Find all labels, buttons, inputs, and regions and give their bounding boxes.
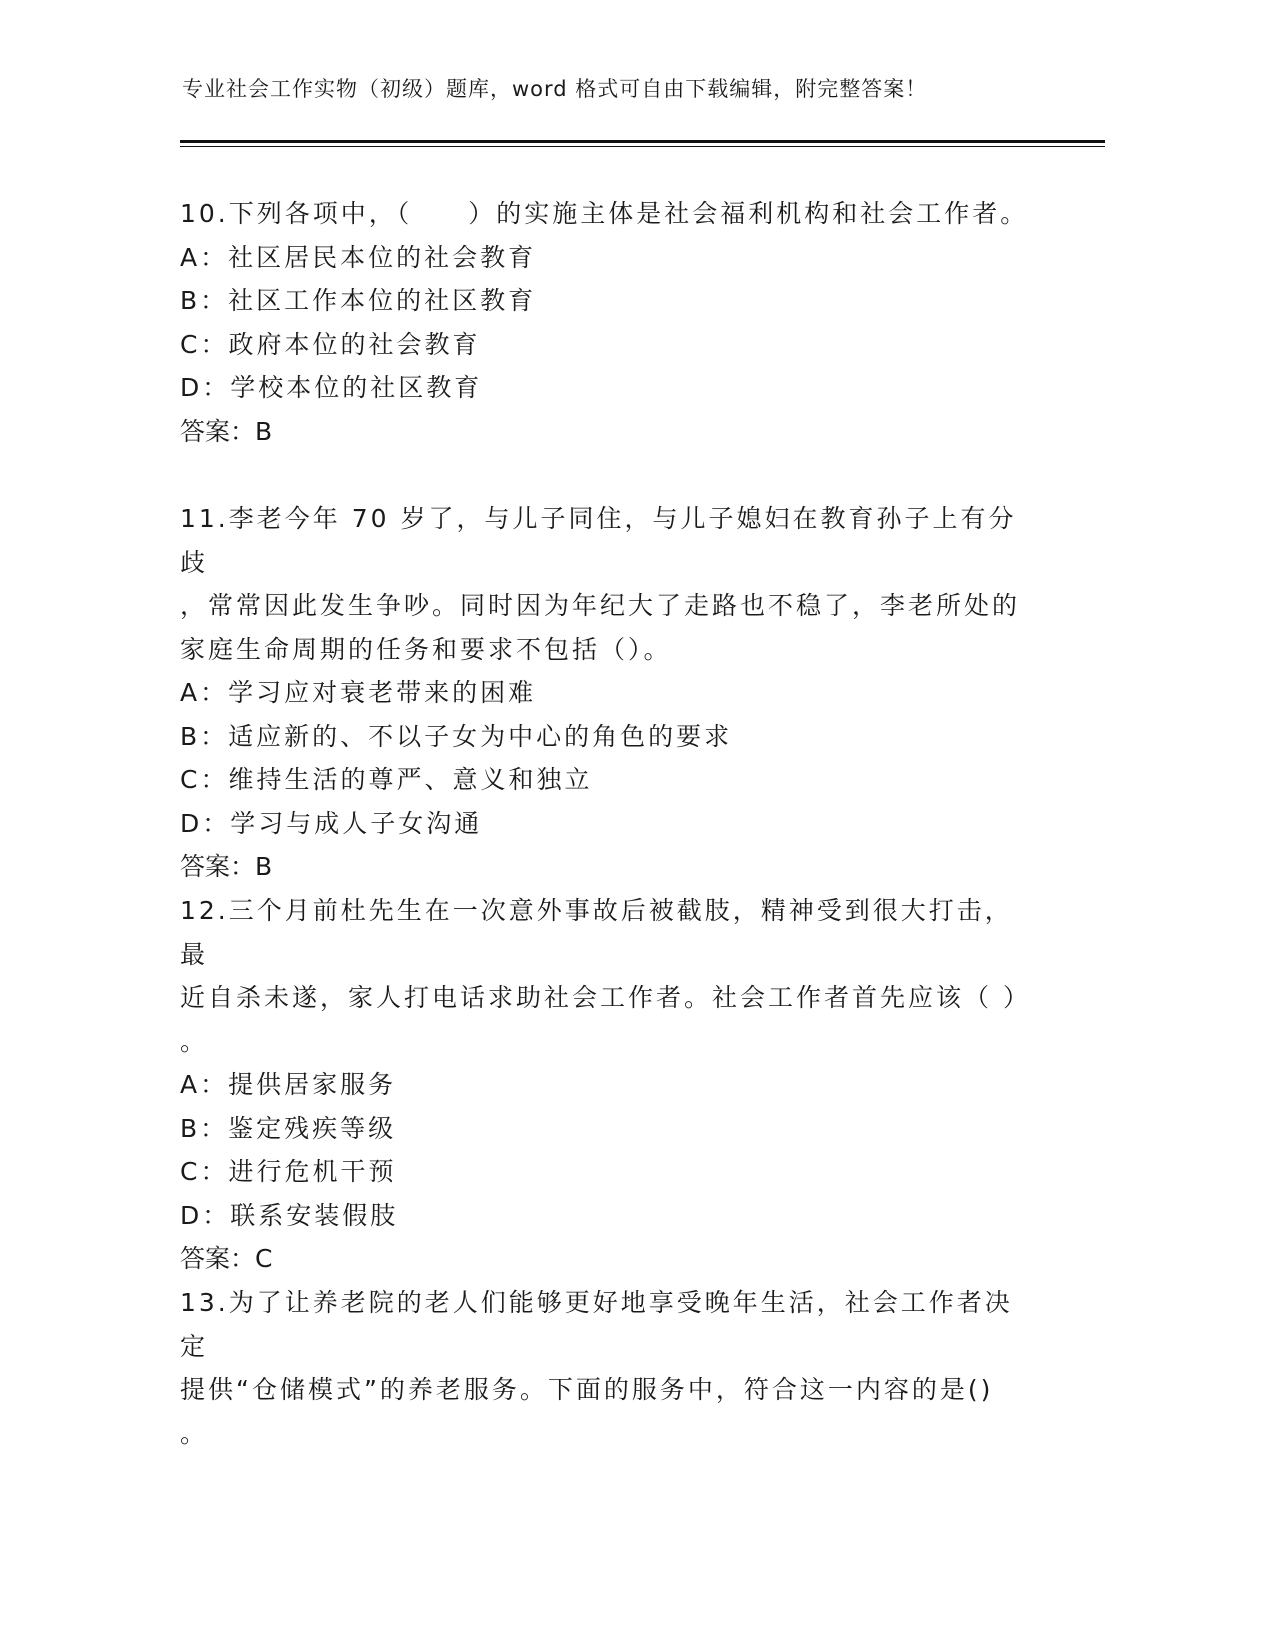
question-stem-line-1: 11.李老今年 70 岁了，与儿子同住，与儿子媳妇在教育孙子上有分歧: [180, 504, 1017, 577]
answer: 答案：C: [180, 1244, 273, 1273]
header-rule-thick: [180, 140, 1105, 143]
question-stem-line-1: 13.为了让养老院的老人们能够更好地享受晚年生活，社会工作者决定: [180, 1288, 1013, 1361]
question-stem-line-1: 12.三个月前杜先生在一次意外事故后被截肢，精神受到很大打击，最: [180, 896, 1013, 969]
question-12: [180, 889, 1040, 1281]
option-c: C：维持生活的尊严、意义和独立: [180, 765, 593, 794]
option-a: A：学习应对衰老带来的困难: [180, 678, 537, 707]
option-b: B：鉴定残疾等级: [180, 1113, 397, 1143]
option-a: A：提供居家服务: [180, 1070, 397, 1099]
question-13: [180, 1281, 1040, 1455]
question-10: [180, 192, 1040, 453]
option-b: B：社区工作本位的社区教育: [180, 286, 537, 315]
option-c: C：政府本位的社会教育: [180, 329, 481, 359]
option-d: D：联系安装假肢: [180, 1200, 399, 1230]
question-stem: 10.下列各项中，（ ）的实施主体是社会福利机构和社会工作者。: [180, 199, 1029, 228]
option-d: D：学校本位的社区教育: [180, 373, 483, 402]
question-stem-line-2: 近自杀未遂，家人打电话求助社会工作者。社会工作者首先应该（ ）: [180, 983, 1031, 1012]
answer: 答案：B: [180, 416, 273, 446]
question-11: [180, 497, 1040, 889]
page-header: 专业社会工作实物（初级）题库，word 格式可自由下载编辑，附完整答案！: [182, 77, 928, 101]
question-stem-line-3: 。: [180, 1418, 209, 1448]
option-b: B：适应新的、不以子女为中心的角色的要求: [180, 721, 733, 751]
header-rule-thin: [180, 146, 1105, 147]
question-stem-line-3: 。: [180, 1026, 209, 1056]
option-a: A：社区居民本位的社会教育: [180, 242, 537, 272]
option-d: D：学习与成人子女沟通: [180, 808, 483, 838]
question-stem-line-2: 提供“仓储模式”的养老服务。下面的服务中，符合这一内容的是(): [180, 1375, 994, 1404]
question-stem-line-2: ，常常因此发生争吵。同时因为年纪大了走路也不稳了，李老所处的: [180, 591, 1021, 620]
answer: 答案：B: [180, 852, 273, 881]
question-stem-line-3: 家庭生命周期的任务和要求不包括（）。: [180, 634, 672, 664]
option-c: C：进行危机干预: [180, 1157, 397, 1186]
